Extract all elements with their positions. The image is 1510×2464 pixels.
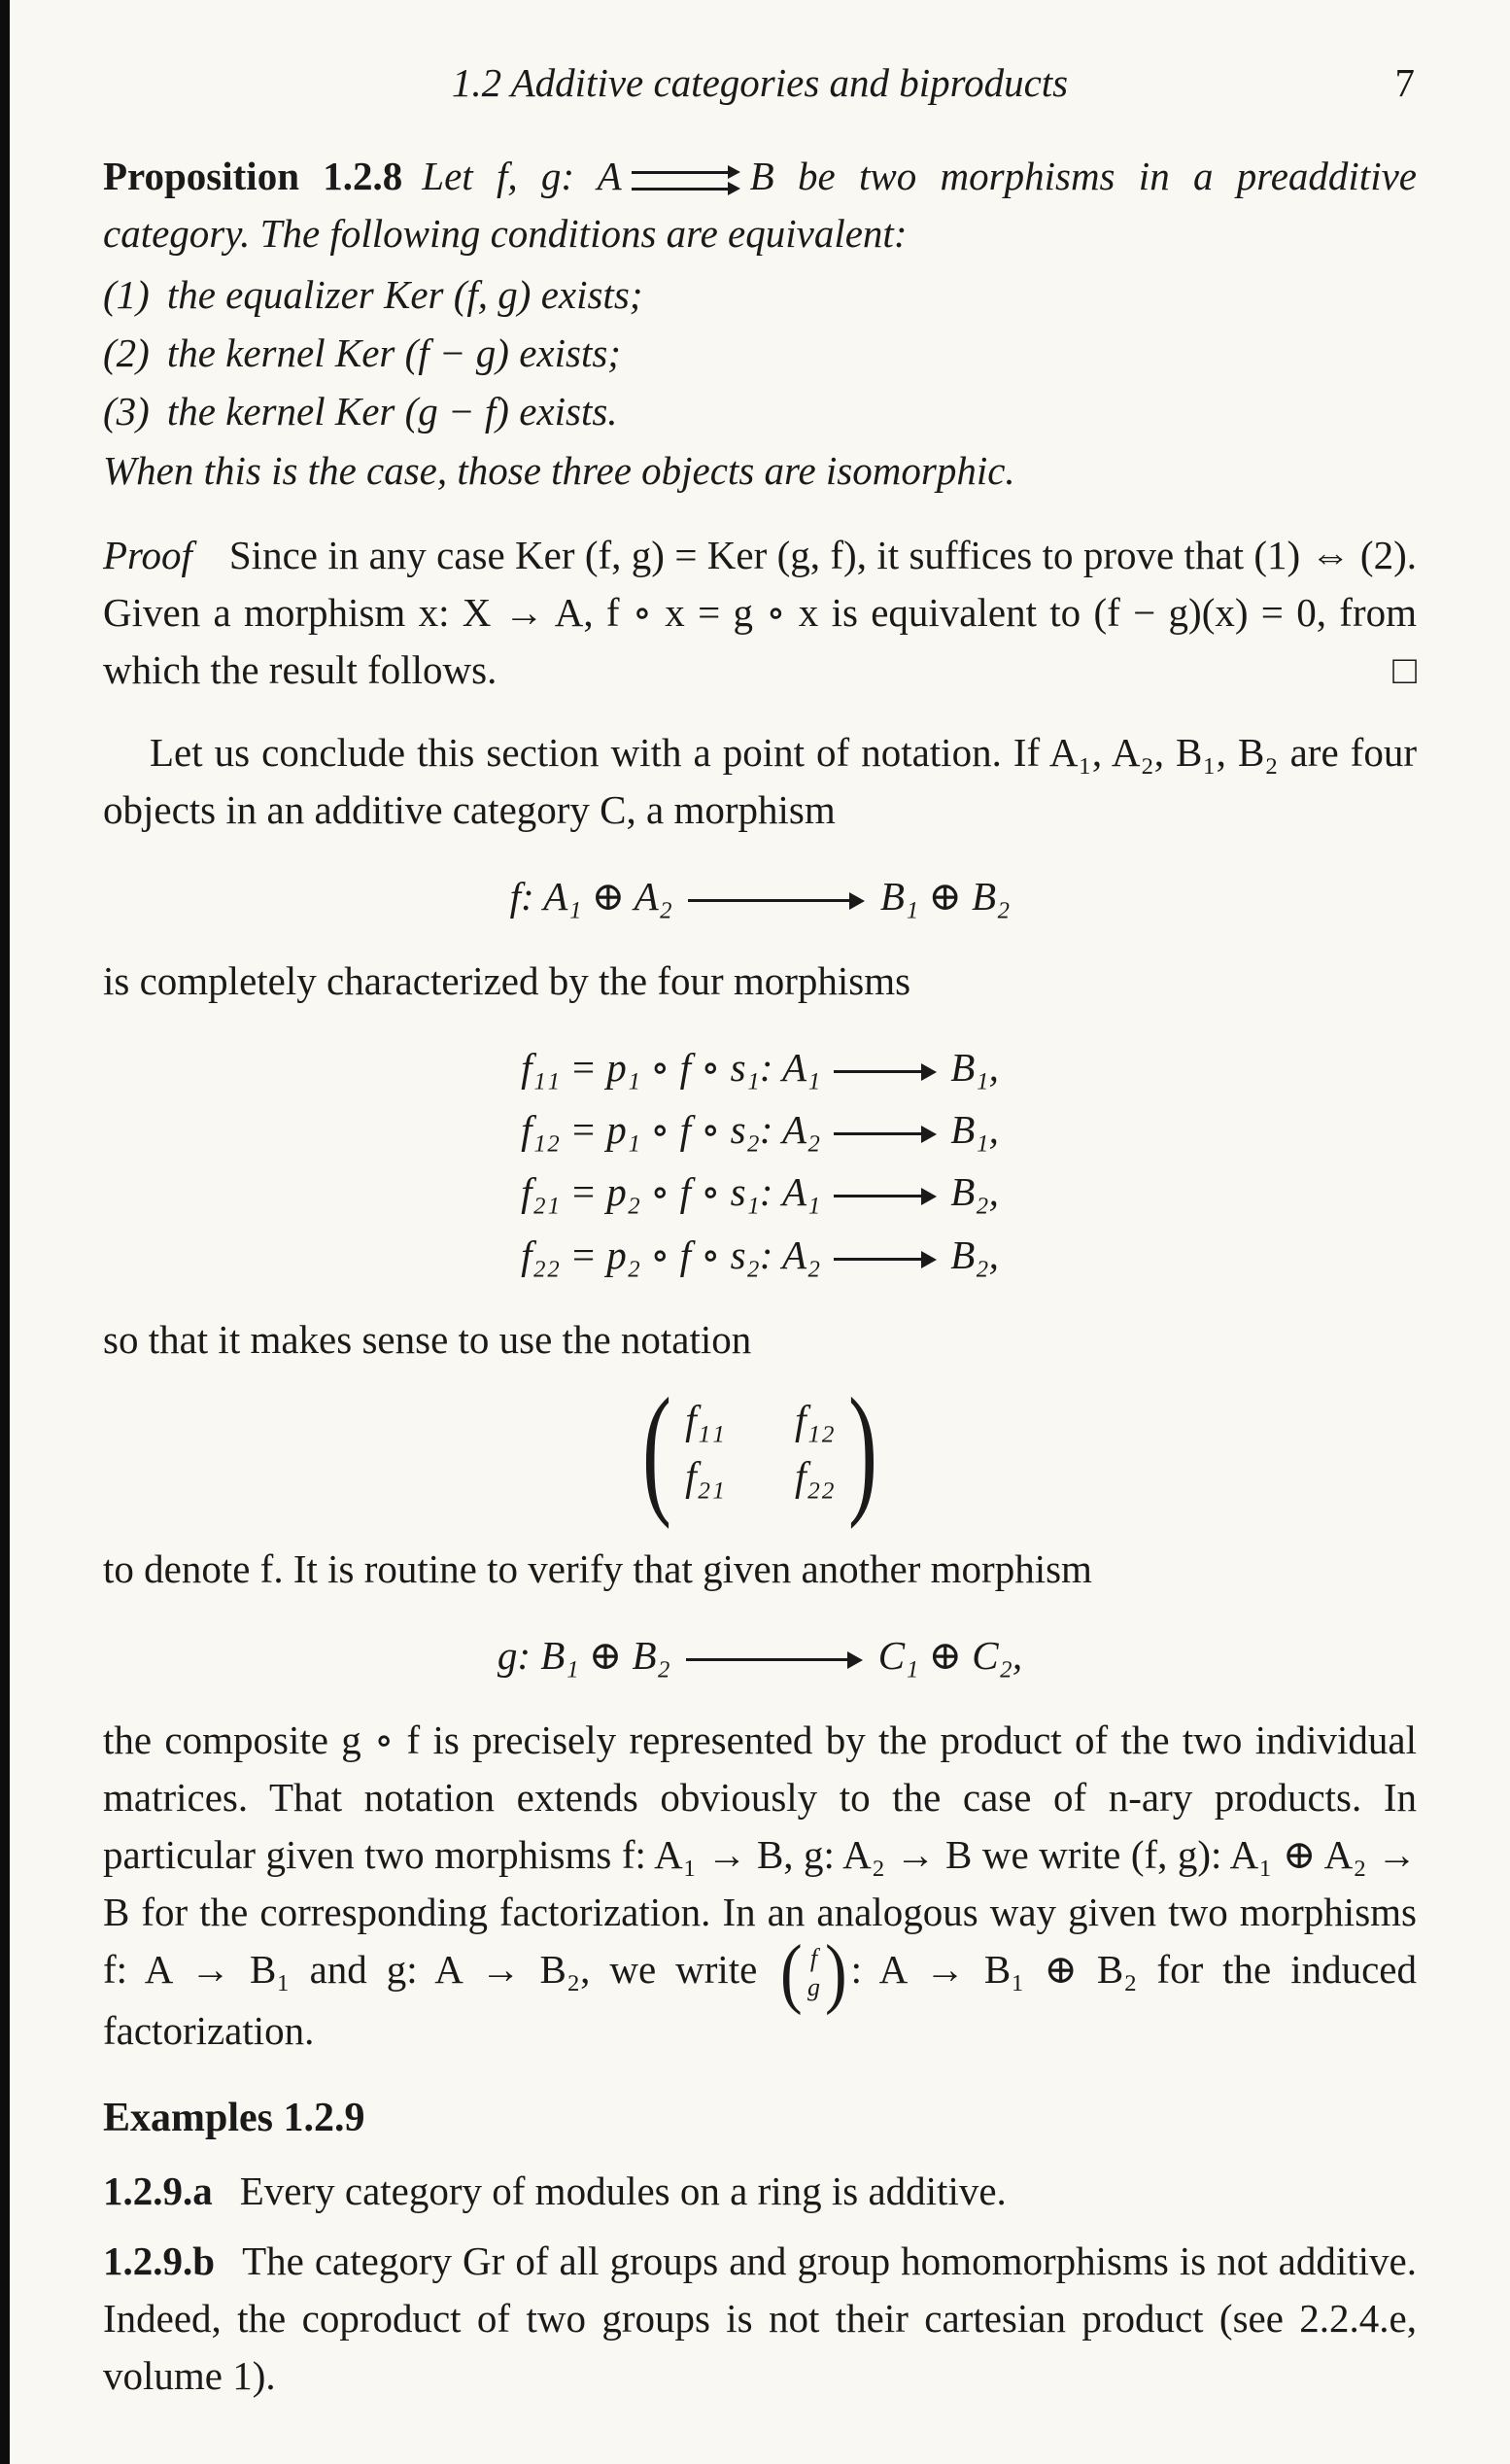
condition-item-2: [103, 325, 1417, 382]
formula-g-rhs: C₁ ⊕ C₂,: [877, 1632, 1023, 1678]
proposition-conclusion: When this is the case, those three objects are isomorphic.: [103, 448, 1015, 494]
matrix-notation: [103, 1368, 1417, 1530]
characterized-line: is completely characterized by the four morphisms: [103, 958, 911, 1004]
formula-f-lhs: f: A₁ ⊕ A₂: [509, 874, 672, 920]
proposition-block: [103, 148, 1417, 262]
morphism-lhs: f₁₂ = p₁ ∘ f ∘ s₂: A₂: [521, 1107, 821, 1153]
display-formula-g: [103, 1627, 1417, 1684]
example-b-label: 1.2.9.b: [103, 2238, 216, 2283]
matrix-cell-22: f₂₂: [795, 1454, 835, 1500]
matrix: ( f₁₁ f₁₂ f₂₁ f₂₂ ): [642, 1368, 877, 1530]
composite-text-post: : A → B₁ ⊕ B₂ for the induced factorization.: [103, 1947, 1417, 2053]
morphism-rhs: B₁,: [950, 1107, 999, 1153]
morphism-lhs: f₂₂ = p₂ ∘ f ∘ s₂: A₂: [521, 1232, 821, 1277]
matrix-grid: [685, 1398, 835, 1502]
morphism-rhs: B₁,: [950, 1045, 999, 1091]
morphism-line-f21: [103, 1163, 1417, 1221]
formula-f-rhs: B₁ ⊕ B₂: [879, 874, 1011, 920]
example-a-label: 1.2.9.a: [103, 2169, 213, 2214]
scan-edge-artifact: [0, 0, 10, 2464]
morphism-lhs: f₁₁ = p₁ ∘ f ∘ s₁: A₁: [521, 1045, 821, 1091]
binom-bottom: g: [806, 1973, 820, 2002]
right-arrow-icon: [834, 1187, 937, 1206]
composite-paragraph: [103, 1712, 1417, 2060]
section-header: 1.2 Additive categories and biproducts: [451, 60, 1069, 105]
example-b-text: The category Gr of all groups and group homomorphisms is not additive. Indeed, the coproduct of two groups is not their cartesian product (see 2.2.4.e, volume 1).: [103, 2238, 1417, 2398]
item-text: the kernel Ker (g − f) exists.: [166, 389, 618, 434]
morphism-line-f12: [103, 1101, 1417, 1159]
example-b: [103, 2233, 1417, 2405]
sense-line: so that it makes sense to use the notation: [103, 1316, 752, 1362]
arrow-top: [632, 164, 740, 180]
proposition-statement-pre: Let f, g: A: [422, 154, 622, 198]
right-arrow-icon: [834, 1125, 937, 1144]
page-number: 7: [1394, 60, 1415, 105]
right-arrow-icon: [834, 1250, 937, 1269]
binom-stack: [805, 1944, 823, 2002]
paired-arrows-icon: [632, 162, 740, 197]
stacked-f-over-g: ( f g ): [780, 1930, 847, 2017]
running-head: [103, 54, 1417, 111]
example-a: [103, 2163, 1417, 2220]
morphism-rhs: B₂,: [950, 1169, 999, 1215]
arrow-bottom: [632, 181, 740, 196]
morphism-line-f22: [103, 1227, 1417, 1284]
item-text: the kernel Ker (f − g) exists;: [166, 330, 621, 376]
proof-body: Since in any case Ker (f, g) = Ker (g, f), it suffices to prove that (1) ⇔ (2). Given a morphism x: X → A, f ∘ x = g ∘ x is equivalent to (f − g)(x) = 0, from which the result follows.: [103, 533, 1417, 693]
proposition-statement-post: B be two morphisms in a preadditive category. The following conditions are equivalent:: [103, 154, 1417, 257]
notation-intro: Let us conclude this section with a point of notation. If A₁, A₂, B₁, B₂ are four objects in an additive category C, a morphism: [103, 730, 1417, 833]
binom-top: f: [809, 1944, 818, 1973]
matrix-cell-21: f₂₁: [685, 1454, 725, 1500]
component-morphisms: [103, 1039, 1417, 1283]
condition-list: [103, 266, 1417, 440]
item-marker: (1): [103, 272, 150, 318]
page-content: [103, 54, 1417, 2416]
item-marker: (3): [103, 389, 150, 434]
right-arrow-icon: [834, 1062, 937, 1082]
example-a-text: Every category of modules on a ring is additive.: [239, 2169, 1007, 2214]
examples-heading: Examples 1.2.9: [103, 2096, 365, 2140]
long-right-arrow-icon: [686, 1650, 863, 1670]
condition-item-1: [103, 266, 1417, 324]
matrix-cell-11: f₁₁: [685, 1398, 725, 1443]
morphism-rhs: B₂,: [950, 1232, 999, 1277]
proof-label: Proof: [103, 533, 192, 578]
morphism-lhs: f₂₁ = p₂ ∘ f ∘ s₁: A₁: [521, 1169, 821, 1215]
long-right-arrow-icon: [688, 891, 865, 911]
proposition-label: Proposition 1.2.8: [103, 154, 403, 198]
item-text: the equalizer Ker (f, g) exists;: [166, 272, 643, 318]
display-formula-f: [103, 868, 1417, 925]
condition-item-3: [103, 383, 1417, 440]
matrix-cell-12: f₁₂: [795, 1398, 835, 1443]
qed-box: □: [1392, 647, 1417, 693]
denote-line: to denote f. It is routine to verify that given another morphism: [103, 1545, 1092, 1591]
morphism-line-f11: [103, 1039, 1417, 1096]
composite-text-pre: the composite g ∘ f is precisely represented by the product of the two individual matrices. That notation extends obviously to the case of n-ary products. In particular given two morphisms f: A₁ → B, g: A₂ → B we write (f, g): A₁ ⊕ A₂ → B for the corresponding factorization. In an analogous way given two morphisms f: A → B₁ and g: A → B₂, we write: [103, 1717, 1417, 1993]
item-marker: (2): [103, 330, 150, 376]
proof-paragraph: [103, 527, 1417, 699]
formula-g-lhs: g: B₁ ⊕ B₂: [497, 1632, 670, 1678]
